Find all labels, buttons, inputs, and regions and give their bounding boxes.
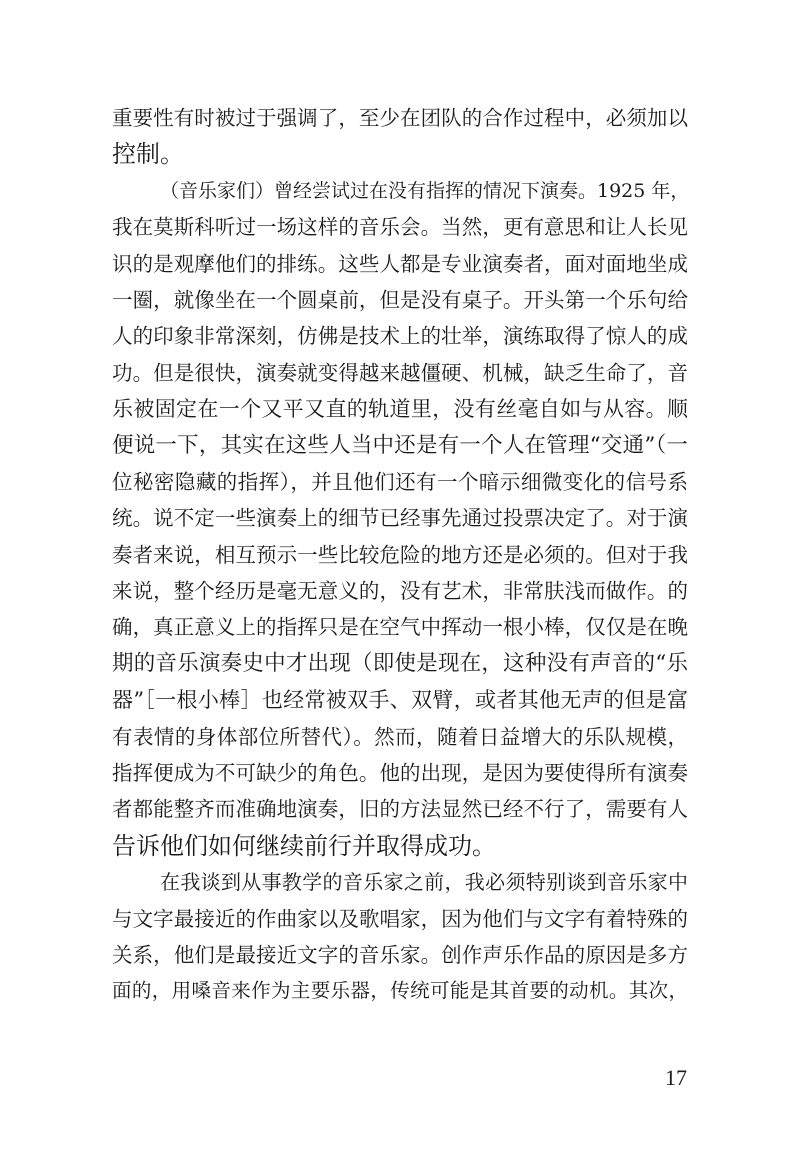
text-line: 功。但是很快，演奏就变得越来越僵硬、机械，缺乏生命了，音 — [112, 360, 688, 385]
page-number: 17 — [665, 1065, 687, 1090]
text-line: 与文字最接近的作曲家以及歌唱家，因为他们与文字有着特殊的 — [112, 906, 688, 931]
text-line: 在我谈到从事教学的音乐家之前，我必须特别谈到音乐家中 — [160, 870, 688, 895]
text-line: 面的，用嗓音来作为主要乐器，传统可能是其首要的动机。其次， — [112, 979, 688, 1003]
text-line: 有表情的身体部位所替代）。然而，随着日益增大的乐队规模， — [112, 724, 688, 749]
text-line: 重要性有时被过于强调了，至少在团队的合作过程中，必须加以 — [112, 106, 688, 130]
text-line: 控制。 — [112, 140, 184, 169]
text-line: 者都能整齐而准确地演奏，旧的方法显然已经不行了，需要有人 — [112, 797, 688, 822]
text-line: 器”［一根小棒］也经常被双手、双臂，或者其他无声的但是富 — [112, 688, 688, 713]
text-line: 关系，他们是最接近文字的音乐家。创作声乐作品的原因是多方 — [112, 942, 688, 967]
text-line: 一圈，就像坐在一个圆桌前，但是没有桌子。开头第一个乐句给 — [112, 287, 688, 312]
paragraph-1 — [112, 100, 688, 173]
text-line: 便说一下，其实在这些人当中还是有一个人在管理“交通”（一 — [112, 432, 688, 458]
text-line: 识的是观摩他们的排练。这些人都是专业演奏者，面对面地坐成 — [112, 251, 688, 276]
text-line: 统。说不定一些演奏上的细节已经事先通过投票决定了。对于演 — [112, 506, 688, 531]
text-line: 确，真正意义上的指挥只是在空气中挥动一根小棒，仅仅是在晚 — [112, 615, 688, 640]
text-line: 位秘密隐藏的指挥），并且他们还有一个暗示细微变化的信号系 — [112, 469, 688, 494]
text-line: 乐被固定在一个又平又直的轨道里，没有丝毫自如与从容。顺 — [112, 397, 688, 422]
text-line: 指挥便成为不可缺少的角色。他的出现，是因为要使得所有演奏 — [112, 761, 688, 786]
text-line: 人的印象非常深刻，仿佛是技术上的壮举，演练取得了惊人的成 — [112, 324, 688, 349]
text-line: 告诉他们如何继续前行并取得成功。 — [112, 831, 496, 860]
paragraph-2 — [112, 173, 688, 864]
text-line: 来说，整个经历是毫无意义的，没有艺术，非常肤浅而做作。的 — [112, 579, 688, 604]
page-body — [112, 100, 688, 1010]
text-line: （音乐家们）曾经尝试过在没有指挥的情况下演奏。1925 年， — [160, 179, 690, 202]
text-line: 奏者来说，相互预示一些比较危险的地方还是必须的。但对于我 — [112, 542, 688, 567]
paragraph-3 — [112, 864, 688, 1010]
text-line: 期的音乐演奏史中才出现（即使是现在，这种没有声音的“乐 — [112, 650, 688, 676]
text-line: 我在莫斯科听过一场这样的音乐会。当然，更有意思和让人长见 — [112, 215, 688, 240]
